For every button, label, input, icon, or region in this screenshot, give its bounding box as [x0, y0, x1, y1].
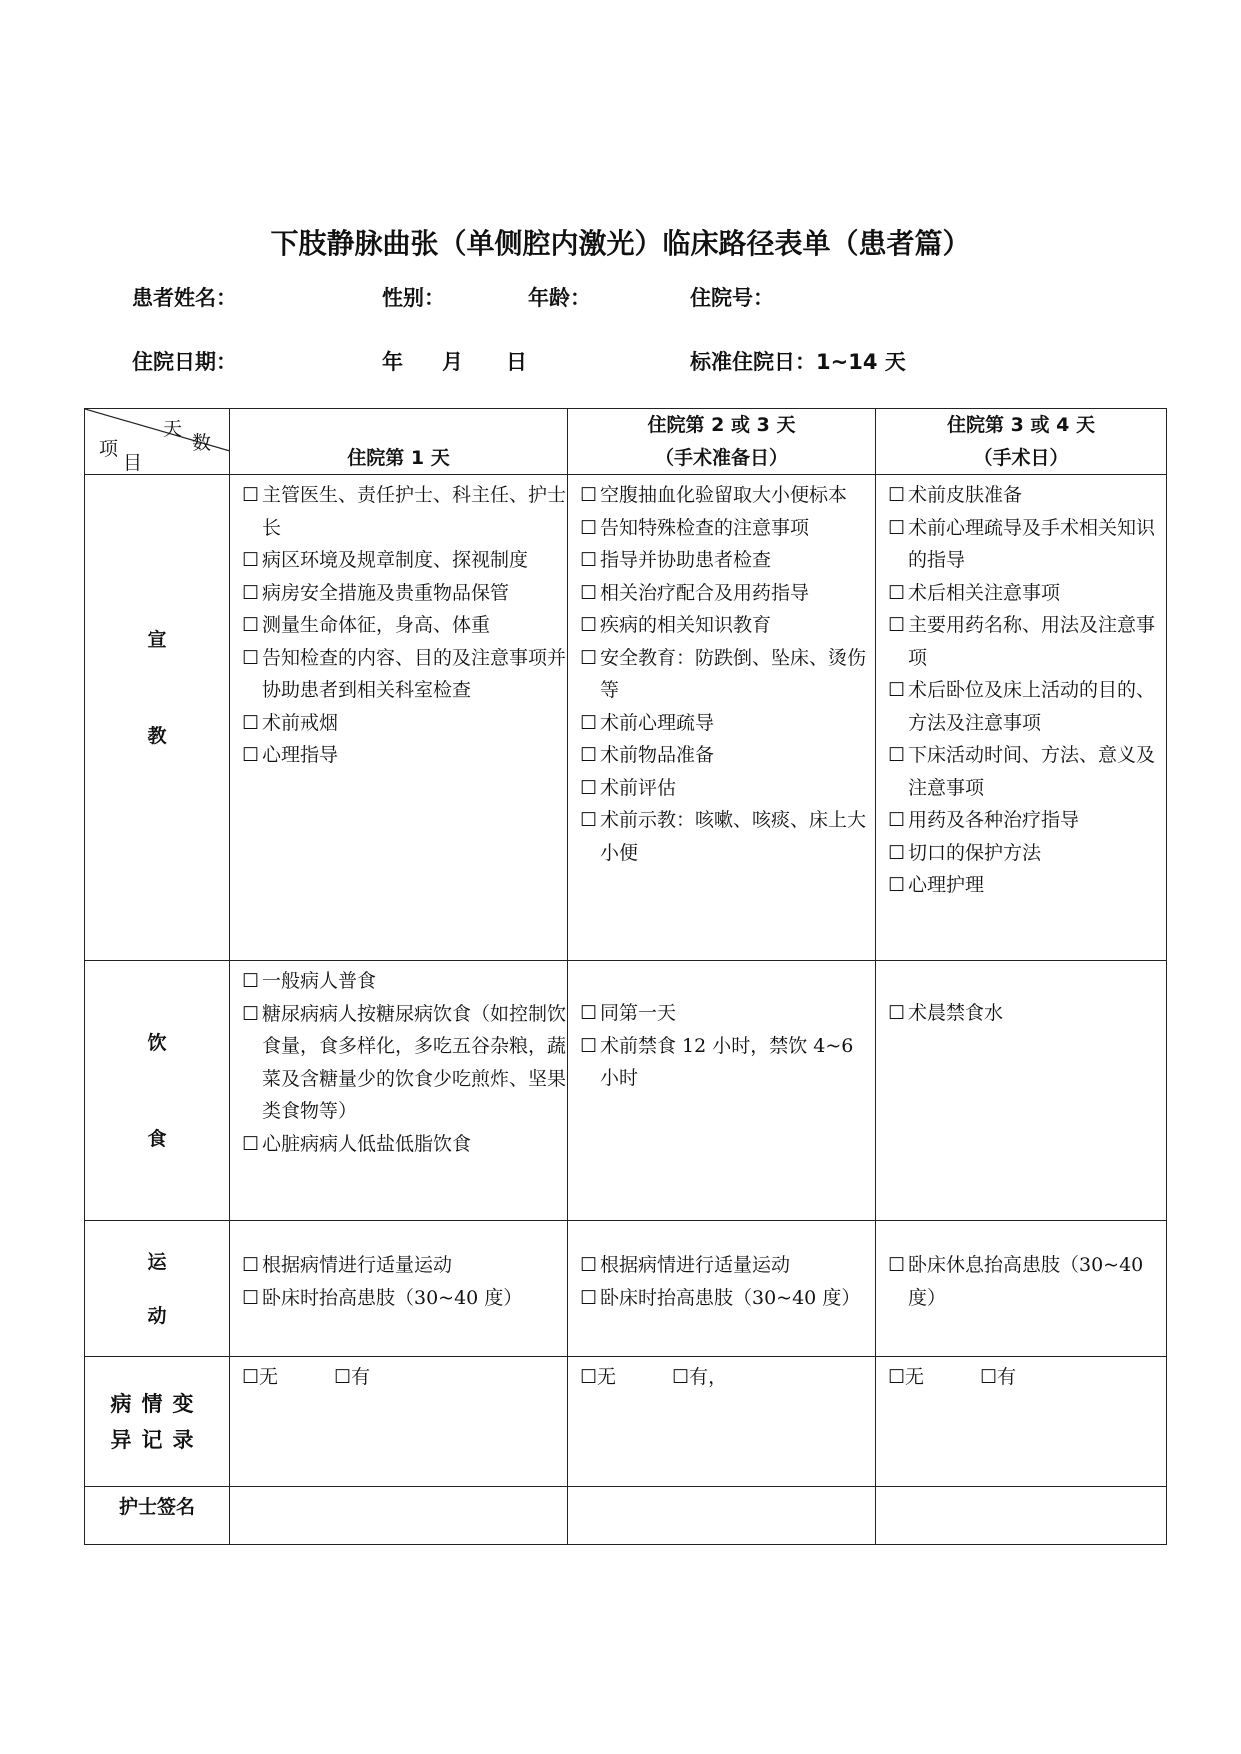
- exercise-day2-cell: [568, 1221, 876, 1357]
- checkbox[interactable]: ☐: [888, 744, 906, 766]
- signature-day1-cell[interactable]: [230, 1487, 568, 1545]
- checklist-item-text: 术后相关注意事项: [908, 581, 1061, 604]
- diet-day2-cell: [568, 961, 876, 1221]
- diet-day3-list: [876, 961, 1166, 1030]
- checkbox[interactable]: ☐: [580, 581, 598, 604]
- education-day1-cell: [230, 475, 568, 961]
- checklist-item-text: 病区环境及规章制度、探视制度: [262, 549, 529, 571]
- checklist-item-text: 病房安全措施及贵重物品保管: [262, 581, 510, 604]
- checkbox[interactable]: ☐: [242, 744, 260, 766]
- checklist-item-text: 主要用药名称、用法及注意事项: [908, 614, 1156, 669]
- checklist-item-text: 疾病的相关知识教育: [600, 614, 772, 636]
- checkbox[interactable]: ☐: [888, 484, 906, 506]
- day2-header-line1: 住院第 2 或 3 天: [647, 414, 796, 436]
- day2-header: [568, 409, 876, 475]
- exercise-day3-cell: [876, 1221, 1167, 1357]
- corner-days-label: 天: [163, 418, 183, 440]
- checklist-item: [580, 577, 875, 610]
- variation-option[interactable]: ☐有，: [672, 1366, 728, 1388]
- day-label: 日: [506, 350, 527, 374]
- variation-option[interactable]: ☐无: [242, 1366, 279, 1388]
- education-label-2: 教: [147, 724, 167, 747]
- checklist-item: [242, 998, 567, 1128]
- checkbox[interactable]: ☐: [888, 841, 906, 864]
- diet-day2-list: [568, 961, 875, 1095]
- checkbox[interactable]: ☐: [242, 646, 260, 669]
- checklist-item-text: 测量生命体征，身高、体重: [262, 614, 491, 636]
- checkbox[interactable]: ☐: [888, 614, 906, 636]
- checklist-item: [580, 609, 875, 642]
- checklist-item-text: 术前皮肤准备: [908, 484, 1023, 506]
- checkbox[interactable]: ☐: [888, 809, 906, 831]
- corner-mu-label: 目: [123, 452, 143, 474]
- diet-label-1: 饮: [147, 1031, 167, 1054]
- checklist-item-text: 根据病情进行适量运动: [262, 1254, 453, 1276]
- month-label: 月: [442, 350, 463, 374]
- checklist-item: [888, 739, 1166, 804]
- day1-header-text: 住院第 1 天: [347, 446, 450, 469]
- checklist-item: [888, 609, 1166, 674]
- checklist-item: [580, 1282, 875, 1315]
- checkbox[interactable]: ☐: [888, 1002, 906, 1024]
- checklist-item: [888, 479, 1166, 512]
- checkbox[interactable]: ☐: [242, 1132, 260, 1155]
- checkbox[interactable]: ☐: [242, 1286, 260, 1309]
- checklist-item-text: 术晨禁食水: [908, 1002, 1004, 1024]
- checklist-item: [580, 544, 875, 577]
- checkbox[interactable]: ☐: [580, 614, 598, 636]
- checklist-item-text: 用药及各种治疗指导: [908, 809, 1080, 831]
- diet-day1-list: [230, 961, 567, 1160]
- checklist-item: [242, 739, 567, 772]
- day3-header: [876, 409, 1167, 475]
- checklist-item-text: 指导并协助患者检查: [600, 549, 772, 571]
- checklist-item: [580, 479, 875, 512]
- checkbox[interactable]: ☐: [242, 614, 260, 636]
- checklist-item-text: 术前禁食 12 小时，禁饮 4~6 小时: [600, 1034, 854, 1089]
- checklist-item-text: 下床活动时间、方法、意义及注意事项: [908, 744, 1156, 799]
- checklist-item-text: 安全教育：防跌倒、坠床、烫伤等: [600, 646, 867, 701]
- variation-option[interactable]: ☐有: [334, 1366, 371, 1388]
- gender-label: 性别：: [382, 286, 445, 310]
- checklist-item-text: 术前物品准备: [600, 744, 715, 766]
- exercise-label-1: 运: [147, 1250, 167, 1273]
- variation-day2-cell: [568, 1357, 876, 1487]
- signature-day3-cell[interactable]: [876, 1487, 1167, 1545]
- exercise-day2-list: [568, 1221, 875, 1314]
- checkbox[interactable]: ☐: [580, 549, 598, 571]
- checklist-item: [580, 1249, 875, 1282]
- admission-date-label: 住院日期：: [132, 350, 237, 374]
- checklist-item: [242, 965, 567, 998]
- variation-label-1: 病情变: [110, 1391, 204, 1416]
- checklist-item-text: 术前示教：咳嗽、咳痰、床上大小便: [600, 809, 867, 864]
- variation-option[interactable]: ☐无: [888, 1366, 925, 1388]
- checklist-item: [242, 577, 567, 610]
- education-row: [85, 475, 1167, 961]
- checklist-item-text: 糖尿病病人按糖尿病饮食（如控制饮食量，食多样化，多吃五谷杂粮，蔬菜及含糖量少的饮食少吃煎炸、坚果类食物等）: [262, 1002, 567, 1122]
- admission-number-label: 住院号：: [690, 286, 774, 310]
- checkbox[interactable]: ☐: [242, 970, 260, 992]
- checklist-item: [888, 512, 1166, 577]
- checklist-item: [888, 674, 1166, 739]
- checkbox[interactable]: ☐: [580, 1254, 598, 1276]
- diet-day3-cell: [876, 961, 1167, 1221]
- checklist-item: [580, 512, 875, 545]
- checkbox[interactable]: ☐: [580, 1034, 598, 1057]
- checklist-item: [242, 1282, 567, 1315]
- checklist-item: [242, 707, 567, 740]
- checklist-item-text: 术前评估: [600, 776, 677, 799]
- checkbox[interactable]: ☐: [580, 711, 598, 734]
- checklist-item: [242, 642, 567, 707]
- diet-label-2: 食: [147, 1127, 167, 1150]
- exercise-label-cell: [85, 1221, 230, 1357]
- checklist-item-text: 卧床休息抬高患肢（30~40 度）: [908, 1254, 1144, 1309]
- checkbox[interactable]: ☐: [580, 1286, 598, 1309]
- day3-header-line1: 住院第 3 或 4 天: [947, 414, 1095, 436]
- page-title: 下肢静脉曲张（单侧腔内激光）临床路径表单（患者篇）: [270, 227, 971, 260]
- checklist-item-text: 同第一天: [600, 1002, 677, 1024]
- signature-day2-cell[interactable]: [568, 1487, 876, 1545]
- checklist-item: [888, 837, 1166, 870]
- standard-stay-label: 标准住院日：1~14 天: [690, 350, 906, 374]
- checklist-item: [580, 804, 875, 869]
- checklist-item: [580, 739, 875, 772]
- variation-label-2: 异记录: [110, 1427, 204, 1452]
- education-label-cell: [85, 475, 230, 961]
- corner-count-label: 数: [192, 432, 212, 454]
- checklist-item: [242, 544, 567, 577]
- patient-name-label: 患者姓名：: [132, 286, 237, 310]
- exercise-day3-list: [876, 1221, 1166, 1314]
- day2-header-line2: （手术准备日）: [654, 446, 788, 469]
- checklist-item: [888, 804, 1166, 837]
- checklist-item: [580, 642, 875, 707]
- checklist-item-text: 术后卧位及床上活动的目的、方法及注意事项: [908, 679, 1156, 734]
- day3-header-line2: （手术日）: [973, 446, 1069, 469]
- checkbox[interactable]: ☐: [888, 581, 906, 604]
- checkbox[interactable]: ☐: [580, 744, 598, 766]
- checkbox[interactable]: ☐: [580, 484, 598, 506]
- checklist-item-text: 术前戒烟: [262, 711, 339, 734]
- checklist-item-text: 告知检查的内容、目的及注意事项并协助患者到相关科室检查: [262, 646, 567, 701]
- checklist-item-text: 切口的保护方法: [908, 841, 1042, 864]
- clinical-pathway-table: [84, 408, 1167, 1545]
- education-day3-cell: [876, 475, 1167, 961]
- variation-day3-cell: [876, 1357, 1167, 1487]
- checklist-item: [888, 869, 1166, 902]
- checklist-item-text: 告知特殊检查的注意事项: [600, 516, 810, 539]
- checklist-item-text: 主管医生、责任护士、科主任、护士长: [262, 484, 567, 539]
- checklist-item-text: 一般病人普食: [262, 970, 377, 992]
- checkbox[interactable]: ☐: [580, 809, 598, 831]
- checkbox[interactable]: ☐: [580, 1002, 598, 1024]
- checklist-item: [242, 1249, 567, 1282]
- signature-label: 护士签名: [85, 1487, 230, 1545]
- diet-label-cell: [85, 961, 230, 1221]
- day1-header: [230, 409, 568, 475]
- checkbox[interactable]: ☐: [242, 711, 260, 734]
- corner-item-label: 项: [99, 438, 119, 460]
- checkbox[interactable]: ☐: [242, 549, 260, 571]
- corner-cell: [85, 409, 230, 475]
- checklist-item-text: 卧床时抬高患肢（30~40 度）: [262, 1286, 523, 1309]
- checklist-item-text: 心理护理: [908, 874, 985, 896]
- checklist-item-text: 术前心理疏导及手术相关知识的指导: [908, 516, 1156, 571]
- checkbox[interactable]: ☐: [888, 679, 906, 701]
- checkbox[interactable]: ☐: [242, 1002, 260, 1025]
- checklist-item: [888, 997, 1166, 1030]
- checklist-item: [242, 1128, 567, 1161]
- checkbox[interactable]: ☐: [242, 1254, 260, 1276]
- variation-option[interactable]: ☐有: [980, 1366, 1017, 1388]
- checklist-item: [580, 997, 875, 1030]
- checklist-item: [888, 577, 1166, 610]
- education-day2-cell: [568, 475, 876, 961]
- checkbox[interactable]: ☐: [580, 516, 598, 539]
- year-label: 年: [382, 350, 403, 374]
- checkbox[interactable]: ☐: [888, 874, 906, 896]
- variation-label-cell: [85, 1357, 230, 1487]
- checklist-item-text: 空腹抽血化验留取大小便标本: [600, 484, 848, 506]
- exercise-day1-list: [230, 1221, 567, 1314]
- diet-day1-cell: [230, 961, 568, 1221]
- header-row: [85, 409, 1167, 475]
- variation-row: [85, 1357, 1167, 1487]
- exercise-row: [85, 1221, 1167, 1357]
- checkbox[interactable]: ☐: [580, 776, 598, 799]
- variation-option[interactable]: ☐无: [580, 1366, 617, 1388]
- education-day3-list: [876, 475, 1166, 902]
- checklist-item: [242, 479, 567, 544]
- checklist-item: [580, 707, 875, 740]
- education-day2-list: [568, 475, 875, 869]
- exercise-label-2: 动: [147, 1304, 167, 1327]
- exercise-day1-cell: [230, 1221, 568, 1357]
- checklist-item-text: 术前心理疏导: [600, 711, 715, 734]
- checklist-item: [242, 609, 567, 642]
- checkbox[interactable]: ☐: [888, 516, 906, 539]
- age-label: 年龄：: [528, 286, 591, 310]
- checklist-item-text: 根据病情进行适量运动: [600, 1254, 791, 1276]
- checklist-item-text: 相关治疗配合及用药指导: [600, 581, 810, 604]
- education-label-1: 宣: [147, 628, 167, 651]
- checkbox[interactable]: ☐: [888, 1254, 906, 1276]
- checklist-item-text: 卧床时抬高患肢（30~40 度）: [600, 1286, 861, 1309]
- diet-row: [85, 961, 1167, 1221]
- checklist-item: [580, 772, 875, 805]
- checkbox[interactable]: ☐: [580, 646, 598, 669]
- checklist-item-text: 心理指导: [262, 744, 339, 766]
- checkbox[interactable]: ☐: [242, 581, 260, 604]
- education-day1-list: [230, 475, 567, 772]
- checklist-item-text: 心脏病病人低盐低脂饮食: [262, 1132, 472, 1155]
- variation-day1-cell: [230, 1357, 568, 1487]
- variation-day1-options: [230, 1357, 567, 1394]
- checkbox[interactable]: ☐: [242, 484, 260, 506]
- checklist-item: [580, 1030, 875, 1095]
- signature-row: [85, 1487, 1167, 1545]
- variation-day2-options: [568, 1357, 875, 1394]
- variation-day3-options: [876, 1357, 1166, 1394]
- checklist-item: [888, 1249, 1166, 1314]
